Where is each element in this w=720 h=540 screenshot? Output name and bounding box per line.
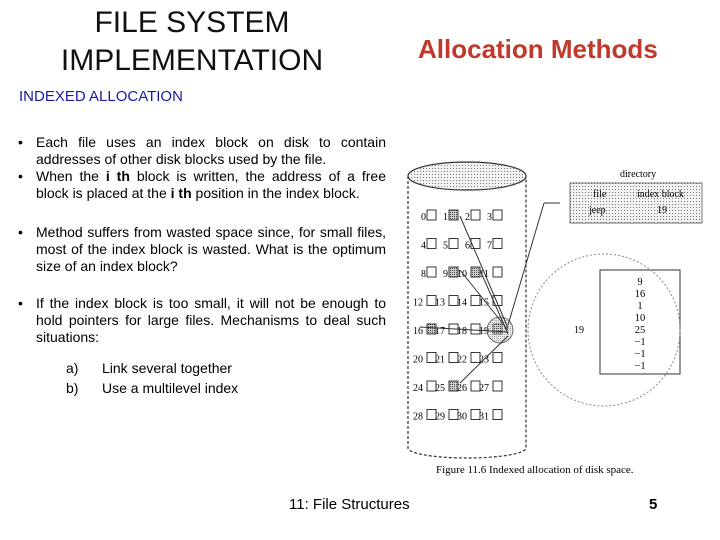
bullet-text-post: position in the index block. xyxy=(191,185,360,201)
sub-item-text: Use a multilevel index xyxy=(102,380,239,396)
block-number: 15 xyxy=(479,297,489,309)
bullet-text-pre: When the xyxy=(36,168,106,184)
directory-label: directory xyxy=(620,169,657,180)
disk-block xyxy=(493,210,502,220)
bullet-emphasis: i th xyxy=(170,185,192,201)
disk-block xyxy=(471,239,480,249)
block-number: 14 xyxy=(457,297,467,309)
block-number: 6 xyxy=(465,240,470,252)
block-number: 19 xyxy=(479,326,489,337)
block-number: 2 xyxy=(465,212,470,223)
block-number: 21 xyxy=(435,354,445,366)
block-number: 16 xyxy=(413,326,423,337)
disk-block xyxy=(449,239,458,249)
block-number: 12 xyxy=(413,297,423,309)
block-number: 8 xyxy=(421,269,426,280)
disk-cylinder xyxy=(408,162,526,458)
index-entry: −1 xyxy=(634,337,646,348)
block-number: 5 xyxy=(443,240,448,252)
block-number: 31 xyxy=(479,411,489,423)
block-number: 28 xyxy=(413,411,423,423)
directory-table xyxy=(570,169,702,223)
block-number: 10 xyxy=(457,269,467,280)
block-number: 25 xyxy=(435,383,445,394)
block-number: 20 xyxy=(413,354,423,366)
bullet-dot: • xyxy=(18,168,23,184)
block-number: 23 xyxy=(479,354,489,366)
title-line-2: IMPLEMENTATION xyxy=(60,44,324,77)
disk-block xyxy=(493,410,502,420)
section-heading: Allocation Methods xyxy=(418,34,658,64)
column-header-index-block: index block xyxy=(637,189,684,200)
block-number: 4 xyxy=(421,240,426,252)
block-number: 1 xyxy=(443,212,448,223)
sub-item-text: Link several together xyxy=(102,360,232,376)
block-number: 17 xyxy=(435,326,445,337)
bullet-dot: • xyxy=(18,295,23,311)
disk-block xyxy=(471,210,480,220)
bullet-text: Method suffers from wasted space since, for small files, most of the index block is wasted. What is the optimum size of an index block? xyxy=(36,224,386,274)
block-number: 3 xyxy=(487,212,492,223)
block-number: 24 xyxy=(413,383,423,394)
index-block-number: 19 xyxy=(574,325,584,336)
disk-block xyxy=(449,210,458,220)
page-number: 5 xyxy=(649,496,658,513)
block-number: 29 xyxy=(435,411,445,423)
footer-text: 11: File Structures xyxy=(289,496,410,513)
disk-block xyxy=(493,381,502,391)
subheading: INDEXED ALLOCATION xyxy=(19,88,183,105)
index-entry: 1 xyxy=(637,301,643,312)
index-block xyxy=(574,270,680,374)
disk-block xyxy=(493,239,502,249)
bullet-text-mid: block is written, the address of a free block is placed at the xyxy=(36,168,386,201)
disk-block xyxy=(427,239,436,249)
directory-file-name: jeep xyxy=(589,205,606,216)
bullet-dot: • xyxy=(18,224,23,240)
block-number: 13 xyxy=(435,297,445,309)
disk-block xyxy=(427,267,436,277)
index-entry: 10 xyxy=(634,313,646,324)
disk-block xyxy=(493,267,502,277)
block-number: 18 xyxy=(457,326,467,337)
index-entry: 9 xyxy=(637,277,643,288)
block-number: 30 xyxy=(457,411,467,423)
column-header-file: file xyxy=(593,189,607,200)
bullet-emphasis: i th xyxy=(105,168,130,184)
index-entry: −1 xyxy=(634,349,646,360)
index-entry: 16 xyxy=(634,289,646,300)
directory-index-value: 19 xyxy=(657,205,667,216)
sub-item-label: b) xyxy=(66,380,79,396)
disk-block xyxy=(493,353,502,363)
block-number: 22 xyxy=(457,354,467,366)
block-number: 26 xyxy=(457,383,467,394)
disk-block xyxy=(427,210,436,220)
block-number: 7 xyxy=(487,240,492,252)
index-entry: 25 xyxy=(634,325,646,336)
bullet-dot: • xyxy=(18,134,23,150)
block-number: 9 xyxy=(443,269,448,280)
bullet-text: Each file uses an index block on disk to contain addresses of other disk blocks used by the file. xyxy=(36,134,386,167)
index-entry: −1 xyxy=(634,361,646,372)
block-number: 27 xyxy=(479,383,489,394)
sub-item-label: a) xyxy=(66,360,79,376)
block-number: 0 xyxy=(421,212,426,223)
title-line-1: FILE SYSTEM xyxy=(94,6,290,39)
figure-caption: Figure 11.6 Indexed allocation of disk space. xyxy=(436,464,634,476)
bullet-text: If the index block is too small, it will not be enough to hold pointers for large files. Mechanisms to deal such situations: xyxy=(36,295,386,345)
block-number: 11 xyxy=(479,269,489,280)
